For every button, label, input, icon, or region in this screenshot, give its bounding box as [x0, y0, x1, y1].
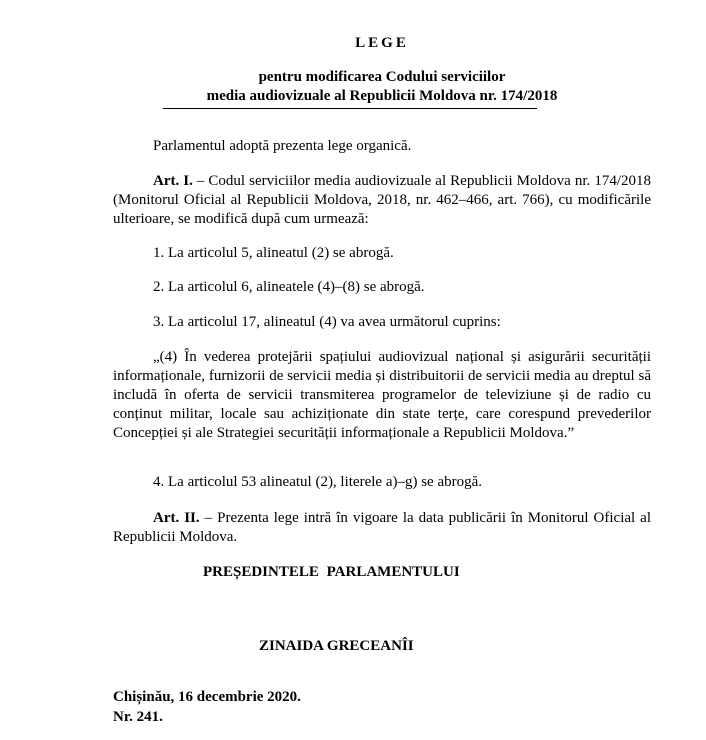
article-2-text: – Prezenta lege intră în vigoare la data publicării în Monitorul Oficial al Republicii Moldova.: [113, 510, 651, 545]
law-number: Nr. 241.: [113, 709, 163, 725]
article-2-paragraph: [113, 509, 651, 547]
article-1-paragraph: [113, 172, 651, 229]
subtitle-line-2: media audiovizuale al Republicii Moldova nr. 174/2018: [206, 88, 558, 104]
article-1-label: Art. I.: [153, 173, 193, 189]
intro-paragraph: Parlamentul adoptă prezenta lege organică.: [153, 138, 412, 154]
article-1-text: – Codul serviciilor media audiovizuale al Republicii Moldova nr. 174/2018 (Monitorul Oficial al Republicii Moldova, 2018, nr. 462–466, art. 766), cu modificările ulterioare, se modifică după cum urmează:: [113, 173, 651, 227]
article-2-label: Art. II.: [153, 510, 200, 526]
place-and-date: Chișinău, 16 decembrie 2020.: [113, 689, 301, 705]
president-title: PREȘEDINTELE PARLAMENTULUI: [203, 564, 460, 580]
signer-name: ZINAIDA GRECEANÎI: [259, 638, 414, 654]
item-4: 4. La articolul 53 alineatul (2), literele a)–g) se abrogă.: [153, 474, 483, 490]
item-2: 2. La articolul 6, alineatele (4)–(8) se abrogă.: [153, 279, 425, 295]
subtitle-underline: [163, 108, 537, 109]
quoted-paragraph: „(4) În vederea protejării spațiului audiovizual național și asigurării securității informaționale, furnizorii de servicii media și distribuitorii de servicii media au dreptul să includă în oferta de servicii transmiterea programelor de televiziune și de radio cu conținut militar, locale sau achiziționate din state terțe, care corespund prevederilor Concepției și ale Strategiei securității informaționale a Republicii Moldova.”: [113, 349, 651, 441]
document-subtitle: [113, 68, 651, 106]
item-3: 3. La articolul 17, alineatul (4) va avea următorul cuprins:: [153, 314, 501, 330]
subtitle-line-1: pentru modificarea Codului serviciilor: [258, 69, 506, 85]
item-1: 1. La articolul 5, alineatul (2) se abrogă.: [153, 245, 394, 261]
document-title: LEGE: [355, 35, 409, 51]
